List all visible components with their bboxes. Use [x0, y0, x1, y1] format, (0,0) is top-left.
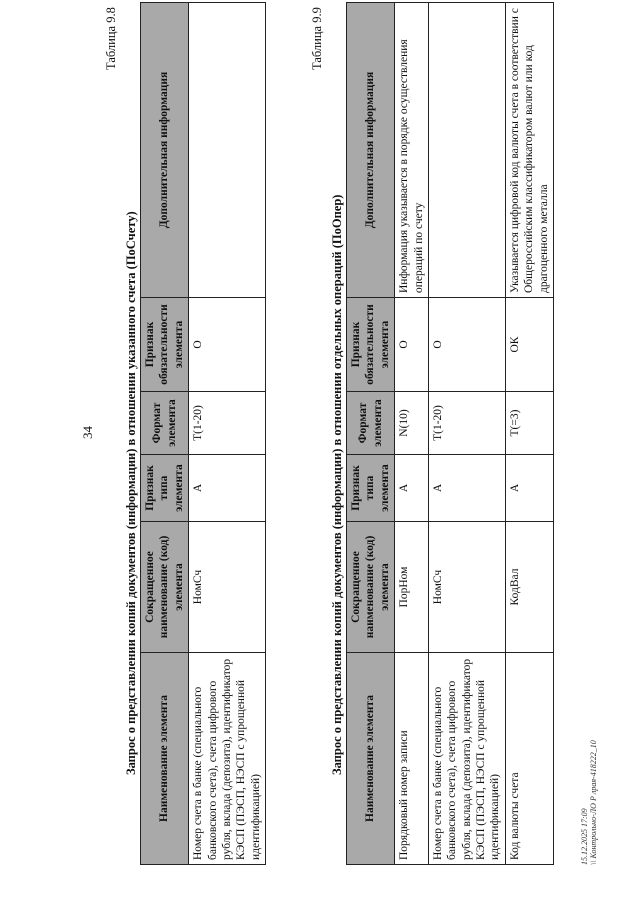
cell: ОК: [505, 298, 553, 392]
cell: [189, 3, 266, 298]
table-row: [189, 3, 266, 865]
page-number: 34: [80, 426, 95, 439]
header-cell: Дополнительная информация: [141, 3, 189, 298]
cell: А: [189, 455, 266, 522]
table-row: [428, 3, 505, 865]
cell: НомСч: [189, 522, 266, 653]
cell: А: [428, 455, 505, 522]
cell: Порядковый номер записи: [395, 653, 429, 865]
cell: НомСч: [428, 522, 505, 653]
cell: О: [189, 298, 266, 392]
cell: Номер счета в банке (специального банковского счета), счета цифрового рубля, вклада (депозита), идентификатор КЭСП (ПЭСП, НЭСП с упрощенной идентификацией): [189, 653, 266, 865]
cell: ПорНом: [395, 522, 429, 653]
table-9-9: [346, 2, 554, 865]
header-cell: Наименование элемента: [347, 653, 395, 865]
footer-stamp: [580, 740, 598, 865]
header-cell: Формат элемента: [141, 392, 189, 455]
footer-path: \\ Контрольно-ЛО Р лрая-418222_10: [589, 740, 599, 865]
table-9-9-caption: Запрос о представлении копий документов (информации) в отношении отдельных операций (ПоОпер): [330, 194, 344, 775]
header-cell: Признак типа элемента: [347, 455, 395, 522]
header-cell: Дополнительная информация: [347, 3, 395, 298]
cell: А: [395, 455, 429, 522]
table-row: [395, 3, 429, 865]
header-cell: Сокращенное наименование (код) элемента: [347, 522, 395, 653]
table-9-8-caption: Запрос о представлении копий документов (информации) в отношении указанного счета (ПоСчету): [124, 211, 138, 775]
table-row: [505, 3, 553, 865]
header-cell: Признак типа элемента: [141, 455, 189, 522]
footer-timestamp: 15.12.2025 17:09: [580, 808, 589, 865]
cell: А: [505, 455, 553, 522]
table-9-8-number: Таблица 9.8: [104, 7, 118, 70]
cell: КодВал: [505, 522, 553, 653]
cell: О: [395, 298, 429, 392]
header-cell: Сокращенное наименование (код) элемента: [141, 522, 189, 653]
rotated-content: [40, 0, 600, 865]
header-cell: Признак обязательности элемента: [141, 298, 189, 392]
cell: Номер счета в банке (специального банковского счета), счета цифрового рубля, вклада (депозита), идентификатор КЭСП (ПЭСП, НЭСП с упрощенной идентификацией): [428, 653, 505, 865]
header-cell: Признак обязательности элемента: [347, 298, 395, 392]
header-cell: Формат элемента: [347, 392, 395, 455]
cell: T(=3): [505, 392, 553, 455]
cell: [428, 3, 505, 298]
cell: T(1-20): [428, 392, 505, 455]
cell: О: [428, 298, 505, 392]
cell: Информация указывается в порядке осуществления операций по счету: [395, 3, 429, 298]
cell: N(10): [395, 392, 429, 455]
cell: T(1-20): [189, 392, 266, 455]
cell: Код валюты счета: [505, 653, 553, 865]
cell: Указывается цифровой код валюты счета в соответствии с Общероссийским классификатором валют или код драгоценного металла: [505, 3, 553, 298]
table-9-8: [140, 2, 266, 865]
header-cell: Наименование элемента: [141, 653, 189, 865]
table-9-9-number: Таблица 9.9: [310, 7, 324, 70]
